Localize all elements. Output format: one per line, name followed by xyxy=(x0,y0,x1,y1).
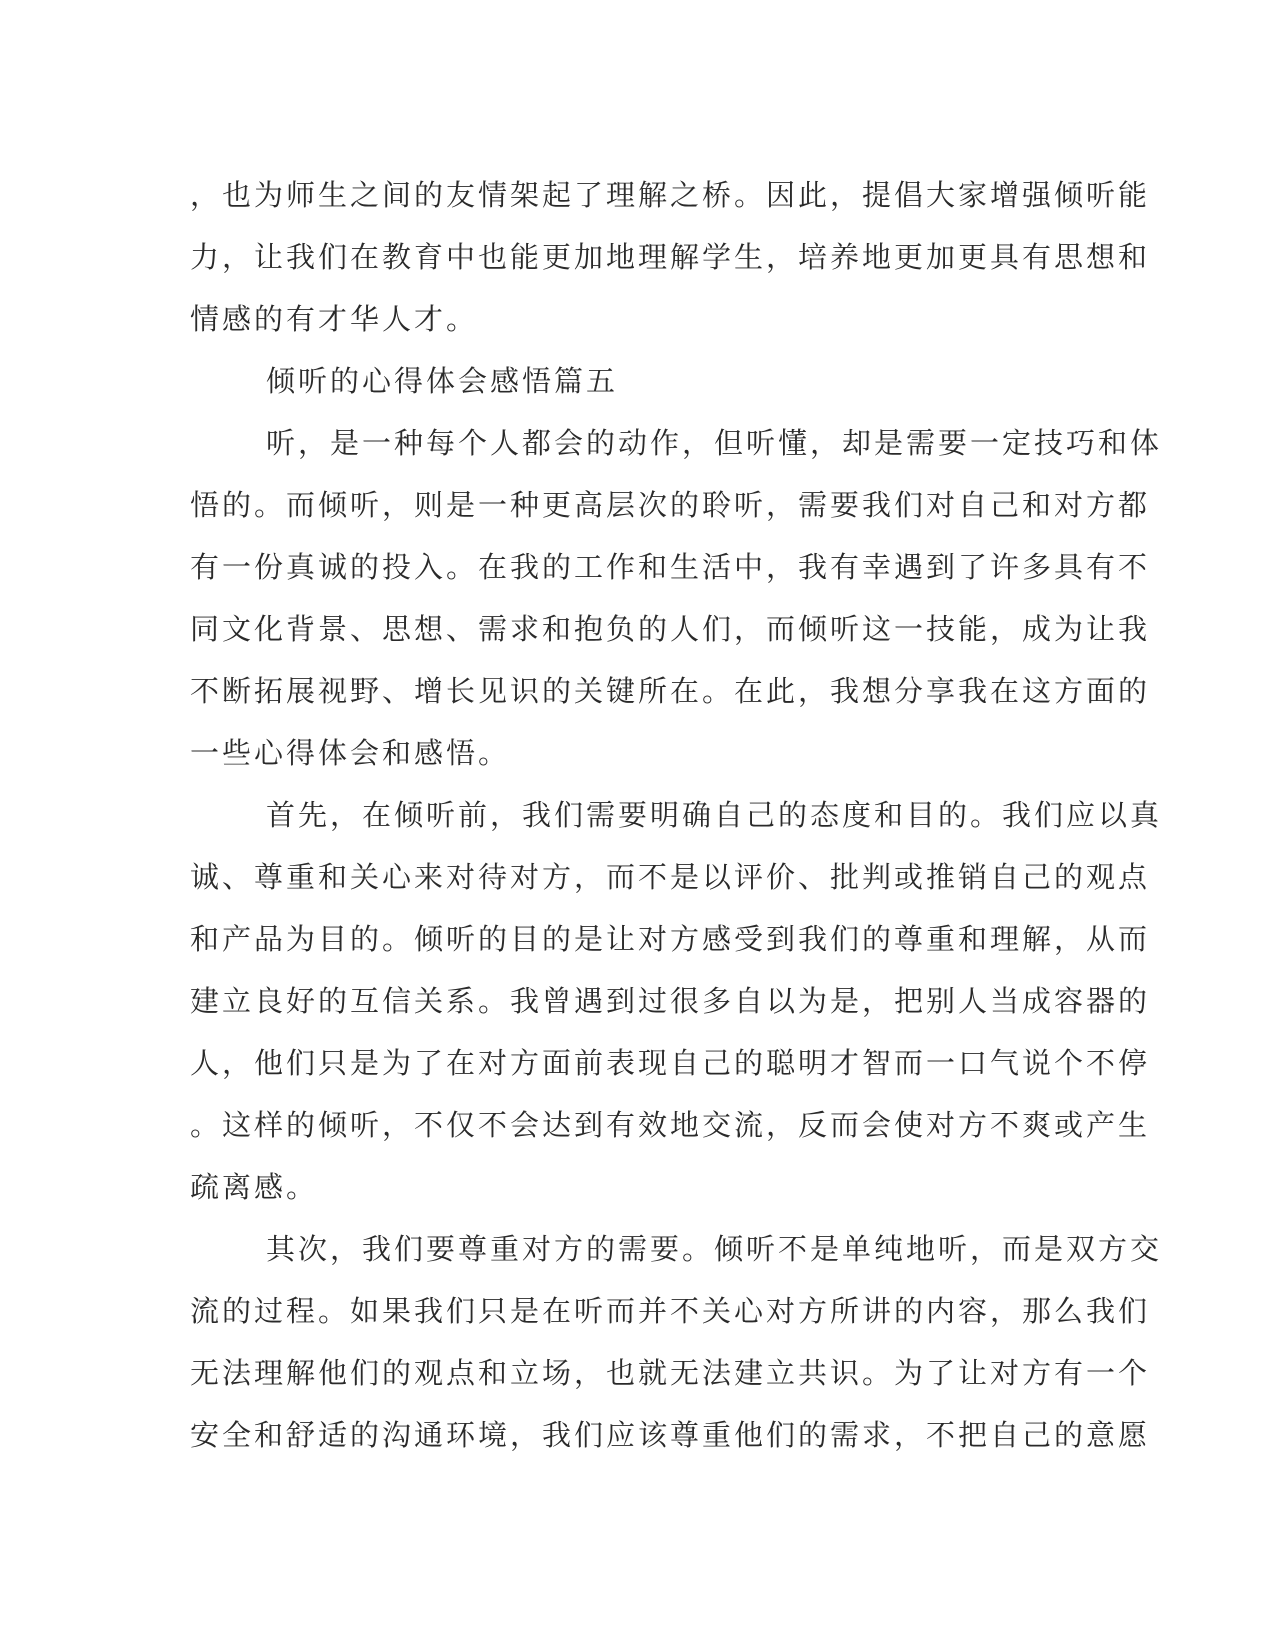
text-line: 首先，在倾听前，我们需要明确自己的态度和目的。我们应以真 xyxy=(266,798,1163,832)
text-line: 有一份真诚的投入。在我的工作和生活中，我有幸遇到了许多具有不 xyxy=(190,550,1151,584)
paragraph-4 xyxy=(190,784,1163,1218)
text-line: 其次，我们要尊重对方的需要。倾听不是单纯地听，而是双方交 xyxy=(266,1232,1163,1266)
text-line: 人，他们只是为了在对方面前表现自己的聪明才智而一口气说个不停 xyxy=(190,1046,1151,1080)
text-line: 疏离感。 xyxy=(190,1170,319,1204)
text-line: 力，让我们在教育中也能更加地理解学生，培养地更加更具有思想和 xyxy=(190,240,1151,274)
text-line: 同文化背景、思想、需求和抱负的人们，而倾听这一技能，成为让我 xyxy=(190,612,1151,646)
text-line: 听，是一种每个人都会的动作，但听懂，却是需要一定技巧和体 xyxy=(266,426,1163,460)
text-line: ，也为师生之间的友情架起了理解之桥。因此，提倡大家增强倾听能 xyxy=(190,178,1151,212)
text-line: 和产品为目的。倾听的目的是让对方感受到我们的尊重和理解，从而 xyxy=(190,922,1151,956)
paragraph-5 xyxy=(190,1218,1163,1466)
text-line: 不断拓展视野、增长见识的关键所在。在此，我想分享我在这方面的 xyxy=(190,674,1151,708)
text-line: 一些心得体会和感悟。 xyxy=(190,736,511,770)
text-line: 。这样的倾听，不仅不会达到有效地交流，反而会使对方不爽或产生 xyxy=(190,1108,1151,1142)
heading-text: 倾听的心得体会感悟篇五 xyxy=(266,364,619,398)
paragraph-3 xyxy=(190,412,1163,784)
text-line: 安全和舒适的沟通环境，我们应该尊重他们的需求，不把自己的意愿 xyxy=(190,1418,1151,1452)
body-text xyxy=(190,164,1163,1466)
text-line: 无法理解他们的观点和立场，也就无法建立共识。为了让对方有一个 xyxy=(190,1356,1151,1390)
text-line: 流的过程。如果我们只是在听而并不关心对方所讲的内容，那么我们 xyxy=(190,1294,1151,1328)
text-line: 情感的有才华人才。 xyxy=(190,302,479,336)
section-heading xyxy=(190,350,1080,412)
text-line: 建立良好的互信关系。我曾遇到过很多自以为是，把别人当成容器的 xyxy=(190,984,1151,1018)
text-line: 诚、尊重和关心来对待对方，而不是以评价、批判或推销自己的观点 xyxy=(190,860,1151,894)
text-line: 悟的。而倾听，则是一种更高层次的聆听，需要我们对自己和对方都 xyxy=(190,488,1151,522)
paragraph-1 xyxy=(190,164,1151,350)
